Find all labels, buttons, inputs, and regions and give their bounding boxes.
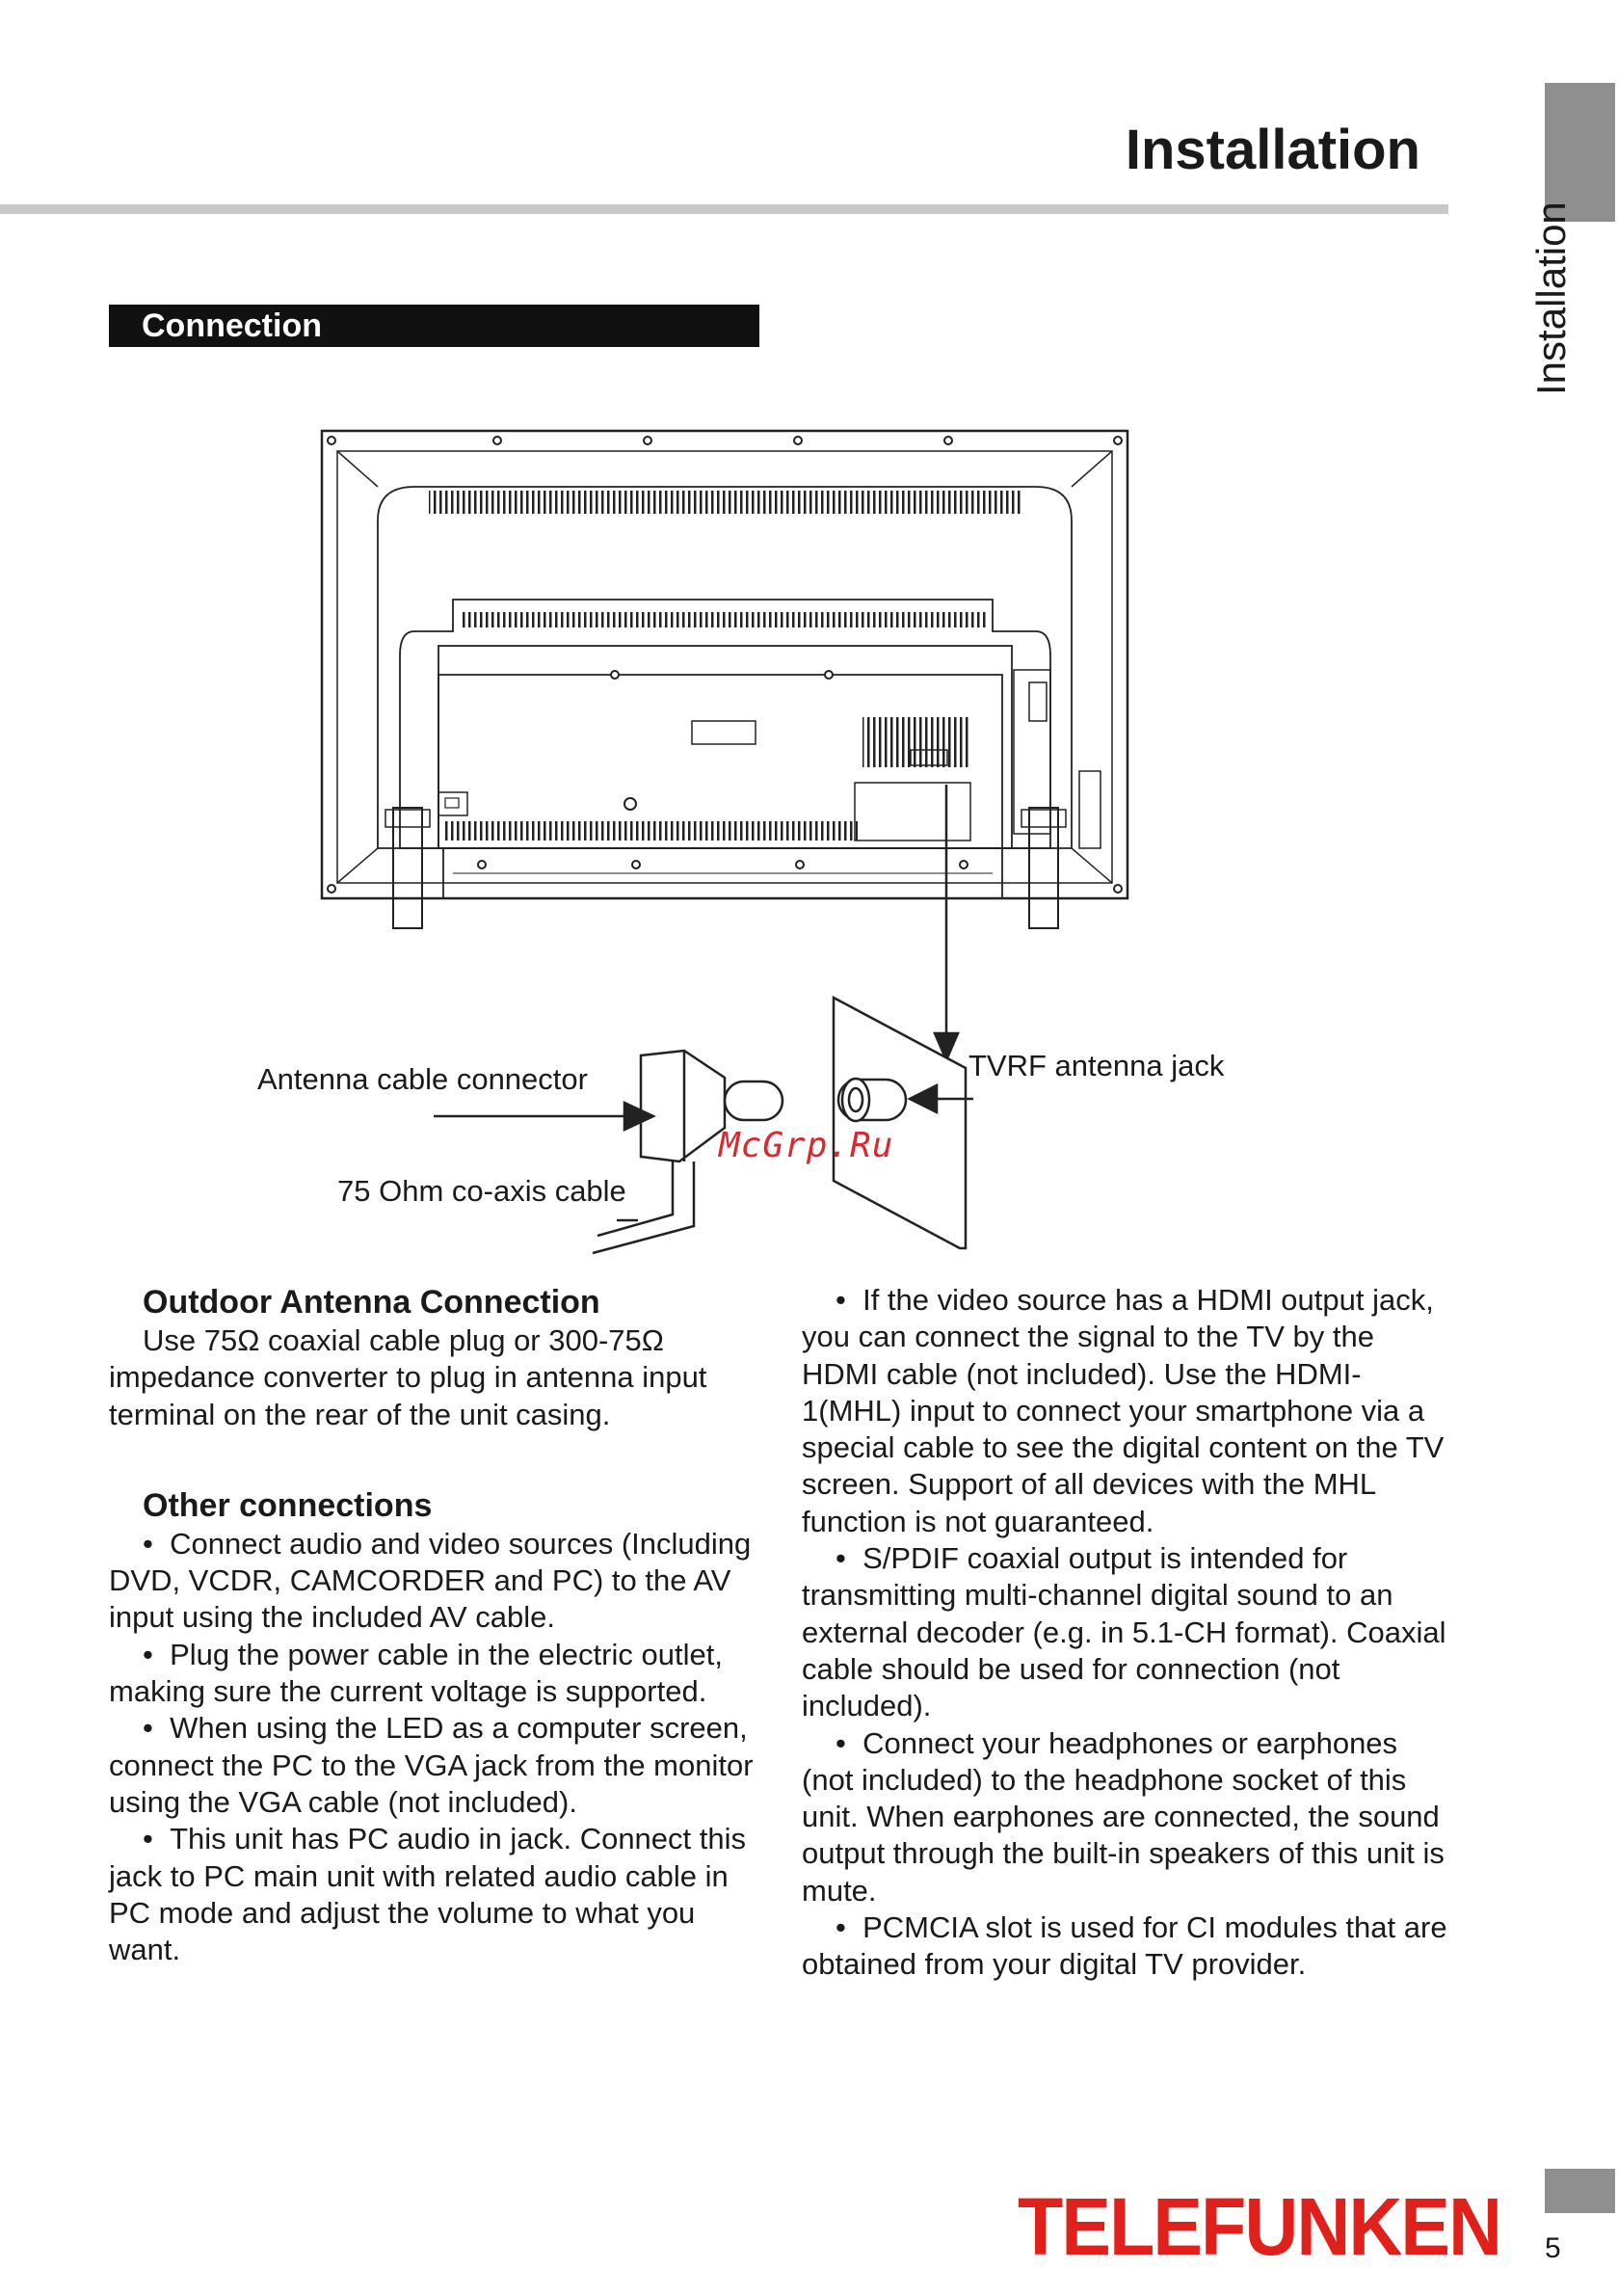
label-plate <box>692 721 756 744</box>
power-socket <box>438 792 467 815</box>
section-header <box>109 305 759 347</box>
section-title: Connection <box>142 307 322 344</box>
stand-right <box>1029 808 1058 928</box>
watermark: McGrp.Ru <box>719 1126 894 1165</box>
vent-bottom <box>443 821 858 841</box>
list-item: • If the video source has a HDMI output jack, you can connect the signal to the TV by the HDMI cable (not included). Use the HDMI-1(MHL) input to connect your smartphone via a special cable to see the digital content on the TV screen. Support of all devices with the MHL function is not guaranteed. <box>802 1282 1457 1540</box>
left-column <box>109 1282 764 1968</box>
outdoor-antenna-heading: Outdoor Antenna Connection <box>143 1284 600 1321</box>
other-connections-heading: Other connections <box>143 1486 433 1524</box>
side-buttons <box>1079 771 1101 848</box>
list-item: • When using the LED as a computer screen, connect the PC to the VGA jack from the monitor using the VGA cable (not included). <box>109 1710 764 1821</box>
antenna-plug-pin <box>725 1081 782 1120</box>
vent-middle <box>463 612 988 627</box>
list-item: • Plug the power cable in the electric outlet, making sure the current voltage is supported. <box>109 1637 764 1711</box>
tv-back-panel <box>337 451 1112 883</box>
brand-logo: TELEFUNKEN <box>1018 2181 1501 2272</box>
list-item: • This unit has PC audio in jack. Connect this jack to PC main unit with related audio cable in PC mode and adjust the volume to what you want. <box>109 1821 764 1968</box>
tv-back-shell <box>378 487 1072 848</box>
list-item: • Connect your headphones or earphones (not included) to the headphone socket of this unit. When earphones are connected, the sound output through the built-in speakers of this unit is mute. <box>802 1725 1457 1909</box>
title-rule <box>0 204 1448 214</box>
label-antenna-connector: Antenna cable connector <box>257 1062 588 1096</box>
page-title: Installation <box>1125 119 1420 181</box>
stand-left <box>393 808 422 928</box>
vent-panel <box>862 717 968 767</box>
list-item: • PCMCIA slot is used for CI modules that are obtained from your digital TV provider. <box>802 1909 1457 1984</box>
antenna-plug-body <box>641 1051 725 1161</box>
side-tab-label: Installation <box>1528 201 1574 395</box>
page-tab-block <box>1545 2169 1615 2213</box>
list-item: • Connect audio and video sources (Including DVD, VCDR, CAMCORDER and PC) to the AV input using the included AV cable. <box>109 1526 764 1637</box>
outdoor-antenna-text: Use 75Ω coaxial cable plug or 300-75Ω impedance converter to plug in antenna input terminal on the rear of the unit casing. <box>109 1323 707 1431</box>
page-number: 5 <box>1545 2232 1561 2264</box>
vent-top <box>429 491 1021 514</box>
right-column <box>802 1282 1457 1984</box>
label-coax-cable: 75 Ohm co-axis cable <box>337 1174 626 1208</box>
label-rf-jack: TVRF antenna jack <box>968 1049 1225 1082</box>
list-item: • S/PDIF coaxial output is intended for transmitting multi-channel digital sound to an external decoder (e.g. in 5.1-CH format). Coaxial cable should be used for connection (not included). <box>802 1540 1457 1724</box>
rf-jack-housing <box>855 783 970 841</box>
